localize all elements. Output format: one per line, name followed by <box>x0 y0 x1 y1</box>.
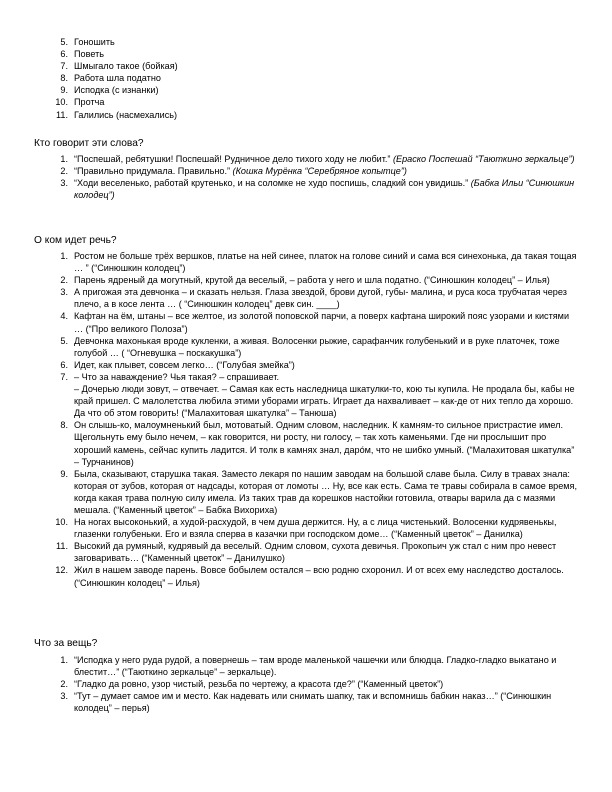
item-text: Галились (насмехались) <box>74 109 178 120</box>
list-item <box>50 250 580 274</box>
item-number: 1. <box>60 251 68 261</box>
heading-about-whom: О ком идет речь? <box>34 235 117 246</box>
list-item <box>50 419 580 467</box>
list-item <box>50 274 580 286</box>
item-text: Он слышь-ко, малоумненький был, мотоватый. Одним словом, наследник. К камням-то сильное пристрастие имел. Щегольнуть ему было нечем, – как говорится, ни росту, ни голосу, – так хоть каменьями. Где ни прослышит про хороший камень, сейчас купить ладится. И толк в камнях знал, дарóм, что не шибко умный. (“Малахитовая шкатулка” – Турчанинов) <box>74 420 575 467</box>
list-item <box>50 335 580 359</box>
list-item <box>50 516 580 540</box>
item-text: Парень ядреный да могутный, крутой да веселый, – работа у него и шла податно. (“Синюшкин колодец” – Илья) <box>74 275 550 286</box>
item-number: 2. <box>60 275 68 286</box>
list-item <box>50 286 580 310</box>
item-source: (Ераско Поспешай “Таюткино зеркальце”) <box>392 154 575 164</box>
item-text: Поветь <box>74 49 104 60</box>
item-number: 6. <box>60 49 68 60</box>
item-number: 6. <box>60 359 68 370</box>
item-number: 12. <box>55 565 68 576</box>
item-number: 5. <box>60 335 68 346</box>
what-thing-list <box>50 654 580 714</box>
list-item <box>50 359 580 371</box>
list-item <box>50 165 580 177</box>
list-item <box>50 48 580 60</box>
item-number: 3. <box>60 287 68 298</box>
item-number: 11. <box>56 541 68 552</box>
item-text: “Тут – думает самое им и место. Как надевать или снимать шапку, так и вспомнишь бабкин наказ…” (“Синюшкин колодец” – перья) <box>74 691 552 714</box>
item-number: 7. <box>60 371 68 382</box>
list-item <box>50 468 580 516</box>
item-number: 7. <box>60 61 68 72</box>
item-text: Высокий да румяный, кудрявый да веселый. Одним словом, сухота девичья. Прокопьич уж стал с ним про невест заговаривать… (“Каменный цветок” – Данилушко) <box>74 541 557 564</box>
item-text: Кафтан на ём, штаны – все желтое, из золотой поповской парчи, а поверх кафтана широкий пояс узорами и кистями … (“Про великого Полоза”) <box>74 311 570 334</box>
item-text: А пригожая эта девчонка – и сказать нельзя. Глаза звездой, брови дугой, губы- малина, и руса коса трубчатая через плечо, а в косе лента … ( “Синюшкин колодец” девк син. ____) <box>74 287 567 310</box>
list-item <box>50 72 580 84</box>
list-item <box>50 564 580 588</box>
list-item <box>50 540 580 564</box>
list-item <box>50 654 580 678</box>
item-text: На ногах высоконький, а худой-расхудой, в чем душа держится. Ну, а с лица чистенький. Волосенки кудрявенькы, глазенки голубеньки. Его и взяла сперва в казачки при господском доме… (“Каменный цветок” – Данилка) <box>74 517 557 540</box>
list-item <box>50 84 580 96</box>
item-text: Работа шла податно <box>74 73 161 84</box>
item-number: 5. <box>60 37 68 47</box>
list-item <box>50 153 580 165</box>
heading-who-says: Кто говорит эти слова? <box>34 138 144 149</box>
item-number: 11. <box>56 109 68 120</box>
item-number: 9. <box>60 468 68 479</box>
item-text: “Поспешай, ребятушки! Поспешай! Рудничное дело тихого ходу не любит.” <box>74 154 393 164</box>
item-number: 2. <box>60 679 68 690</box>
list-item <box>50 60 580 72</box>
item-source: (Кошка Мурёнка “Серебряное копытце”) <box>232 166 407 177</box>
item-number: 10. <box>55 97 68 108</box>
item-text: “Ходи веселенько, работай крутенько, и на соломке не худо поспишь, сладкий сон увидишь.” <box>74 178 471 189</box>
list-item <box>50 371 580 419</box>
list-item <box>50 310 580 334</box>
item-number: 4. <box>60 311 68 322</box>
item-text: “Исподка у него руда рудой, а повернешь – там вроде маленькой чашечки или блюдца. Гладко-гладко выкатано и блестит…” (“Таюткино зеркальце” – зеркальце). <box>74 655 557 678</box>
item-text: – Что за наваждение? Чья такая? – спрашивает. – Дочерью люди зовут, – отвечает. – Самая как есть наследница шкатулки-то, кою ты купила. Не продала бы, кабы не край пришел. С малолетства любила этими уборами играть. Играет да нахваливает – как-де от них тепло да хорошо. Да что об этом говорить! (“Малахитовая шкатулка” – Танюша) <box>74 371 575 419</box>
list-item <box>50 678 580 690</box>
item-text: Шмыгало такое (бойкая) <box>74 61 178 72</box>
item-number: 1. <box>60 154 68 164</box>
item-text: Жил в нашем заводе парень. Вовсе бобылем остался – всю родню схоронил. И от всех ему наследство досталось. (“Синюшкин колодец” – Илья) <box>74 565 564 588</box>
item-number: 9. <box>60 85 68 96</box>
item-source: (Бабка Ильи “Синюшкин колодец”) <box>74 178 575 201</box>
list-item <box>50 109 580 121</box>
vocab-list <box>50 36 580 121</box>
item-text: Протча <box>74 97 105 108</box>
item-number: 10. <box>55 517 68 528</box>
who-says-list <box>50 153 580 201</box>
item-text: Девчонка махонькая вроде кукленки, а живая. Волосенки рыжие, сарафанчик голубенький и в руке платочек, тоже голубой … ( “Огневушка – поскакушка”) <box>74 335 560 358</box>
item-number: 8. <box>60 420 68 431</box>
item-number: 1. <box>60 655 68 665</box>
item-number: 3. <box>60 178 68 189</box>
item-text: Исподка (с изнанки) <box>74 85 159 96</box>
list-item <box>50 96 580 108</box>
list-item <box>50 177 580 201</box>
heading-what-thing: Что за вещь? <box>34 638 98 649</box>
item-number: 8. <box>60 73 68 84</box>
item-number: 3. <box>60 691 68 702</box>
about-whom-list <box>50 250 580 589</box>
item-text: Была, сказывают, старушка такая. Заместо лекаря по нашим заводам на большой славе была. Силу в травах знала: которая от зубов, которая от надсады, которая от ломоты … Ну, все как есть. Сама те травы собирала в самое время, когда какая трава полную силу имела. Из таких трав да корешков настойки готовила, отвары варила да с мазями мешала. (“Каменный цветок” – Бабка Вихориха) <box>74 468 578 515</box>
item-number: 2. <box>60 166 68 177</box>
item-text: Ростом не больше трёх вершков, платье на ней синее, платок на голове синий и сама вся синехонька, да такая тощая … ” (“Синюшкин колодец”) <box>74 251 577 274</box>
list-item <box>50 690 580 714</box>
item-text: Гоношить <box>74 37 115 47</box>
item-text: Идет, как плывет, совсем легко… (“Голубая змейка”) <box>74 359 295 370</box>
list-item <box>50 36 580 48</box>
item-text: “Правильно придумала. Правильно.” <box>74 166 233 177</box>
item-text: “Гладко да ровно, узор чистый, резьба по чертежу, а красота где?” (“Каменный цветок”) <box>74 679 444 690</box>
